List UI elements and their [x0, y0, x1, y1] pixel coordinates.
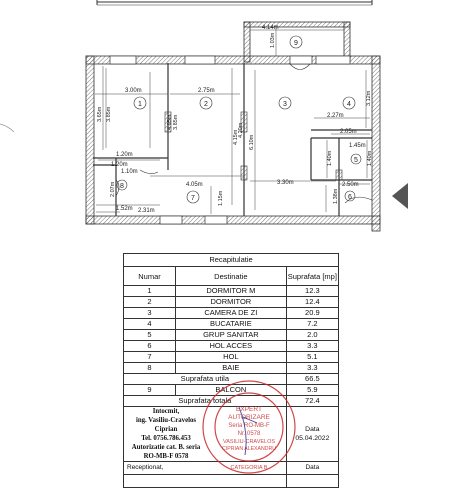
signature-date: Data 05.04.2022 [286, 407, 338, 462]
table-row: 6 HOL ACCES 3.3 [124, 341, 339, 352]
dim-hall-depth: 1.15m [218, 190, 224, 206]
table-row: 3 CAMERA DE ZI 20.9 [124, 308, 339, 319]
balcony-row: 9 BALCON 5.9 [124, 385, 339, 396]
dim-wc-width: 1.20m [116, 152, 133, 158]
dim-bath-width: 2.05m [340, 129, 357, 135]
dim-kitchen-width: 2.27m [327, 113, 344, 119]
dim-r2-height-b: 3.85m [173, 114, 179, 130]
dim-step: 1.10m [121, 169, 138, 175]
table-row: 4 BUCATARIE 7.2 [124, 319, 339, 330]
svg-text:Seria RO-MB-F: Seria RO-MB-F [228, 423, 270, 429]
useful-area-row: Suprafata utila 66.5 [124, 374, 339, 385]
svg-text:Nr. 0578: Nr. 0578 [237, 431, 261, 437]
dim-entry-depth: 1.38m [333, 188, 339, 204]
recap-table [123, 253, 339, 488]
author-block: Intocmit, ing. Vasiliu-Cravelos Ciprian Tel. 0756.786.453 Autorizatie cat. B. seria RO-MB-F 0578 [124, 407, 287, 462]
dim-living-height: 6.10m [249, 134, 255, 150]
dim-bath-height-a: 1.40m [327, 150, 333, 166]
dim-bath-height-b: 1.40m [367, 150, 373, 166]
dim-left-small: 2.07m [110, 181, 116, 197]
signature-row [124, 407, 339, 462]
room-3: 3 [283, 101, 287, 108]
dim-balcony-depth: 1.03m [270, 32, 276, 48]
room-6: 6 [348, 194, 352, 201]
table-title: Recapitulatie [124, 254, 339, 267]
table-row: 2 DORMITOR 12.4 [124, 297, 339, 308]
room-1: 1 [138, 101, 142, 108]
room-2: 2 [204, 101, 208, 108]
receiver-row: Receptionat, Data [124, 462, 339, 475]
dim-r1-width: 3.00m [125, 88, 142, 94]
dim-hall-width: 4.05m [186, 182, 203, 188]
dim-r1-outer-height: 3.65m [97, 106, 103, 122]
table-row: 1 DORMITOR M 12.3 [124, 286, 339, 297]
dim-bottom-left: 1.52m [116, 206, 133, 212]
svg-text:VASILIU-CRAVELOS: VASILIU-CRAVELOS [222, 439, 276, 445]
room-8: 8 [120, 183, 124, 190]
svg-text:EXPERT: EXPERT [236, 406, 262, 413]
room-9: 9 [294, 40, 298, 47]
room-7: 7 [191, 195, 195, 202]
svg-text:CATEGORIA B: CATEGORIA B [230, 465, 268, 471]
table-row: 8 BAIE 3.3 [124, 363, 339, 374]
total-area-row: Suprafata totala 72.4 [124, 396, 339, 407]
dim-hall-to-entry: 3.30m [277, 180, 294, 186]
room-5: 5 [354, 157, 358, 164]
dim-r1-height: 3.85m [106, 106, 112, 122]
svg-text:CIPRIAN ALEXANDRU: CIPRIAN ALEXANDRU [222, 446, 276, 452]
dim-balcony-width: 4.14m [262, 25, 279, 31]
dim-wc-inner: 1.20m [111, 162, 128, 168]
dim-wall-4-15: 4.15m [233, 129, 239, 145]
table-row: 7 HOL 5.1 [124, 352, 339, 363]
dim-wall-4-20: 4.20m [238, 122, 244, 138]
dim-r2-width: 2.75m [198, 88, 215, 94]
room-4: 4 [347, 101, 351, 108]
col-number-header: Numar [124, 267, 176, 286]
table-row: 5 GRUP SANITAR 2.0 [124, 330, 339, 341]
dim-kitchen-height: 3.12m [366, 90, 372, 106]
dim-bath-width2: 1.45m [349, 143, 366, 149]
dim-bottom-mid: 2.31m [138, 208, 155, 214]
col-area-header: Suprafata [mp] [286, 267, 338, 286]
svg-text:AUTORIZARE: AUTORIZARE [228, 414, 270, 421]
entry-arrow-icon [390, 183, 410, 209]
dim-entry-width: 2.50m [342, 182, 359, 188]
dim-r2-height-a: 4.05m [167, 114, 173, 130]
receiver-blank-row [124, 475, 339, 488]
col-destination-header: Destinatie [176, 267, 287, 286]
